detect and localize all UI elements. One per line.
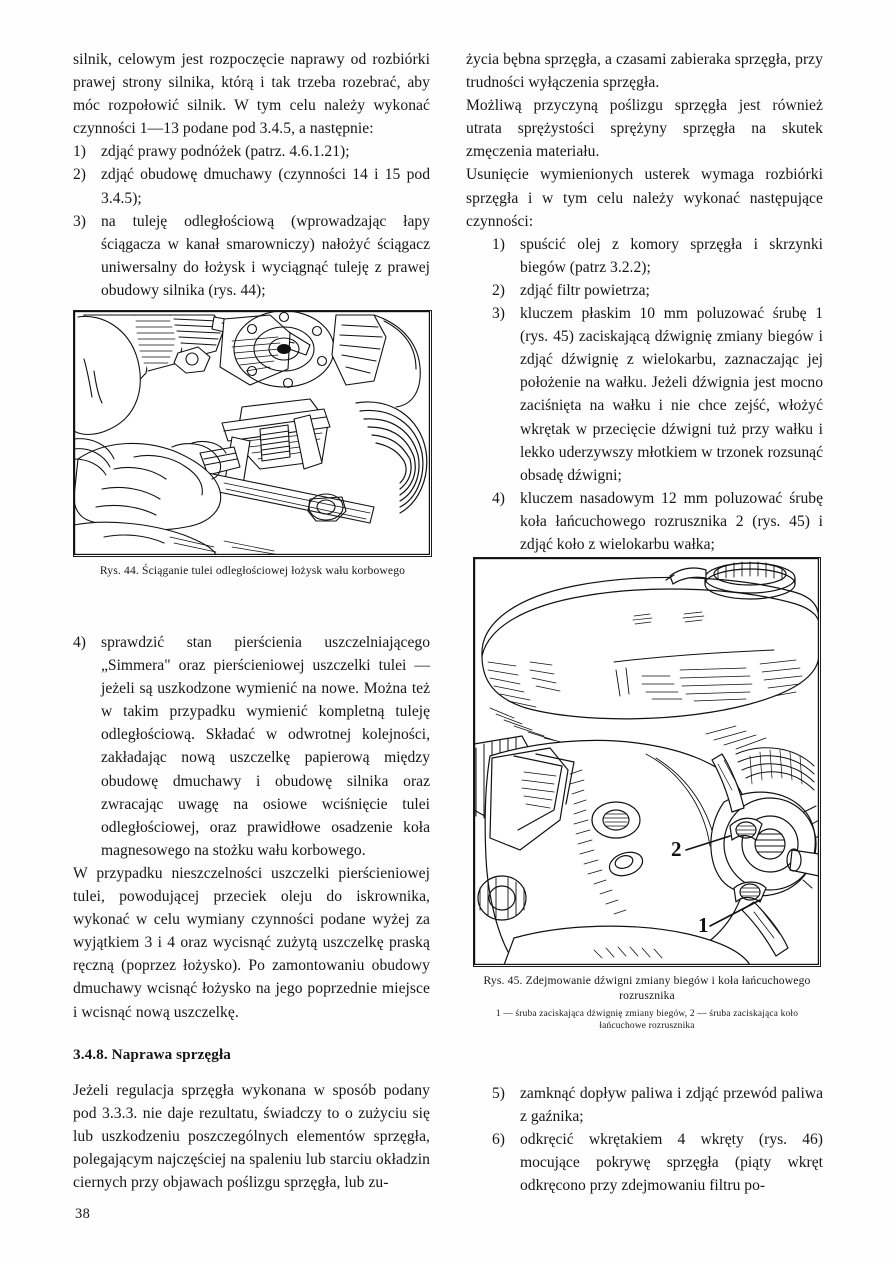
right-paragraph-1: życia bębna sprzęgła, a czasami zabieraka sprzęgła, przy trudności wyłączenia sprzęgła. — [466, 51, 823, 92]
left-column-continued — [73, 631, 430, 1194]
right-paragraph-3: Usunięcie wymienionych usterek wymaga rozbiórki sprzęgła i w tym celu należy wykonać następujące czynności: — [466, 166, 823, 230]
list-item — [73, 140, 430, 163]
list-text: odkręcić wkrętakiem 4 wkręty (rys. 46) mocujące pokrywę sprzęgła (piąty wkręt odkręcono przy zdejmowaniu filtru po- — [520, 1131, 823, 1195]
list-text: na tuleję odległościową (wprowadzając łapy ściągacza w kanał smarowniczy) nałożyć ściągacz uniwersalny do łożysk i wyciągnąć tuleję z prawej obudowy silnika (rys. 44); — [101, 212, 430, 299]
list-item — [73, 631, 430, 862]
list-item — [466, 279, 823, 302]
left-paragraph-2: W przypadku nieszczelności uszczelki pierścieniowej tulei, powodującej przeciek oleju do iskrownika, wykonać w celu wymiany czynności podane wyżej za wyjątkiem 3 i 4 oraz wycisnąć zużytą uszczelkę praską ręczną (poprzez łożysko). Po zamontowaniu obudowy dmuchawy wcisnąć łożysko na jego poprzednie miejsce i wcisnąć nową uszczelkę. — [73, 864, 430, 1021]
list-text: zamknąć dopływ paliwa i zdjąć przewód paliwa z gaźnika; — [520, 1085, 823, 1126]
figure-44-caption: Rys. 44. Ściąganie tulei odległościowej łożysk wału korbowego — [99, 564, 406, 577]
list-text: kluczem nasadowym 12 mm poluzować śrubę koła łańcuchowego rozrusznika 2 (rys. 45) i zdjąć koło z wielokarbu wałka; — [520, 489, 823, 553]
list-item — [466, 487, 823, 556]
figure-44-image — [73, 310, 432, 557]
list-item — [466, 233, 823, 279]
right-column-continued — [466, 1082, 823, 1197]
figure-45-legend: 1 — śruba zaciskająca dźwignię zmiany biegów, 2 — śruba zaciskająca koło łańcuchowe rozrusznika — [495, 1009, 799, 1032]
right-paragraph-2: Możliwą przyczyną poślizgu sprzęgła jest również utrata sprężystości sprężyny sprzęgła na skutek zmęczenia materiału. — [466, 97, 823, 161]
left-paragraph-1: silnik, celowym jest rozpoczęcie naprawy od rozbiórki prawej strony silnika, którą i tak trzeba rozebrać, aby móc rozpołowić silnik. W tym celu należy wykonać czynności 1—13 podane pod 3.4.5, a następnie: — [73, 51, 430, 138]
figure-45-image — [473, 557, 821, 967]
list-marker: 4) — [73, 634, 86, 651]
list-marker: 3) — [492, 305, 505, 323]
list-marker: 1) — [492, 235, 505, 253]
list-marker: 2) — [492, 281, 505, 299]
list-marker: 6) — [492, 1131, 505, 1149]
figure-45-callout-1: 1 — [698, 913, 709, 937]
list-item — [466, 1128, 823, 1197]
figure-44 — [73, 310, 432, 579]
gearbox-lever-and-starter-sprocket-illustration — [474, 558, 819, 965]
list-text: sprawdzić stan pierścienia uszczelniającego „Simmera" oraz pierścieniowej uszczelki tulei — jeżeli są uszkodzone wymienić na nowe. Można też w takim przypadku wymienić kompletną tuleję odległościową. Składać w odwrotnej kolejności, zakładając nową uszczelkę papierową między obudowę dmuchawy i obudowę silnika oraz zwracając uwagę na osiowe wciśnięcie tulei odległościowej, oraz prawidłowe osadzenie koła magnesowego na stożku wału korbowego. — [101, 634, 430, 859]
list-item — [466, 1082, 823, 1128]
figure-45-callout-2: 2 — [671, 837, 682, 861]
list-marker: 4) — [492, 489, 505, 507]
right-column — [466, 48, 823, 556]
figure-45 — [473, 557, 821, 1032]
engine-bearing-puller-illustration — [74, 311, 430, 555]
list-marker: 2) — [73, 166, 86, 184]
list-text: spuścić olej z komory sprzęgła i skrzynki biegów (patrz 3.2.2); — [520, 235, 823, 276]
list-item — [466, 302, 823, 487]
list-marker: 5) — [492, 1085, 505, 1102]
list-text: kluczem płaskim 10 mm poluzować śrubę 1 (rys. 45) zaciskającą dźwignię zmiany biegów i zdjąć dźwignię z wielokarbu, zaznaczając jej położenie na wałku. Jeżeli dźwignia jest mocno zaciśnięta na wałku i nie chce zejść, włożyć wkrętak w przecięcie dźwigni tuż przy wałku i lekko uderzywszy młotkiem w trzonek rozsunąć obsadę dźwigni; — [520, 305, 823, 484]
left-column — [73, 48, 430, 302]
figure-45-caption: Rys. 45. Zdejmowanie dźwigni zmiany biegów i koła łańcuchowego rozrusznika — [483, 974, 811, 1002]
list-text: zdjąć prawy podnóżek (patrz. 4.6.1.21); — [101, 143, 350, 161]
list-text: zdjąć obudowę dmuchawy (czynności 14 i 15 pod 3.4.5); — [101, 166, 430, 207]
list-marker: 3) — [73, 212, 86, 230]
list-marker: 1) — [73, 143, 86, 161]
list-item — [73, 163, 430, 209]
section-heading: 3.4.8. Naprawa sprzęgła — [73, 1045, 231, 1063]
list-text: zdjąć filtr powietrza; — [520, 281, 650, 299]
page-number: 38 — [75, 1206, 91, 1222]
left-paragraph-3: Jeżeli regulacja sprzęgła wykonana w sposób podany pod 3.3.3. nie daje rezultatu, świadczy to o zużyciu się lub uszkodzeniu poszczególnych elementów sprzęgła, polegającym najczęściej na spaleniu lub starciu okładzin ciernych przy objawach poślizgu sprzęgła, lub zu- — [73, 1081, 430, 1191]
list-item — [73, 210, 430, 302]
